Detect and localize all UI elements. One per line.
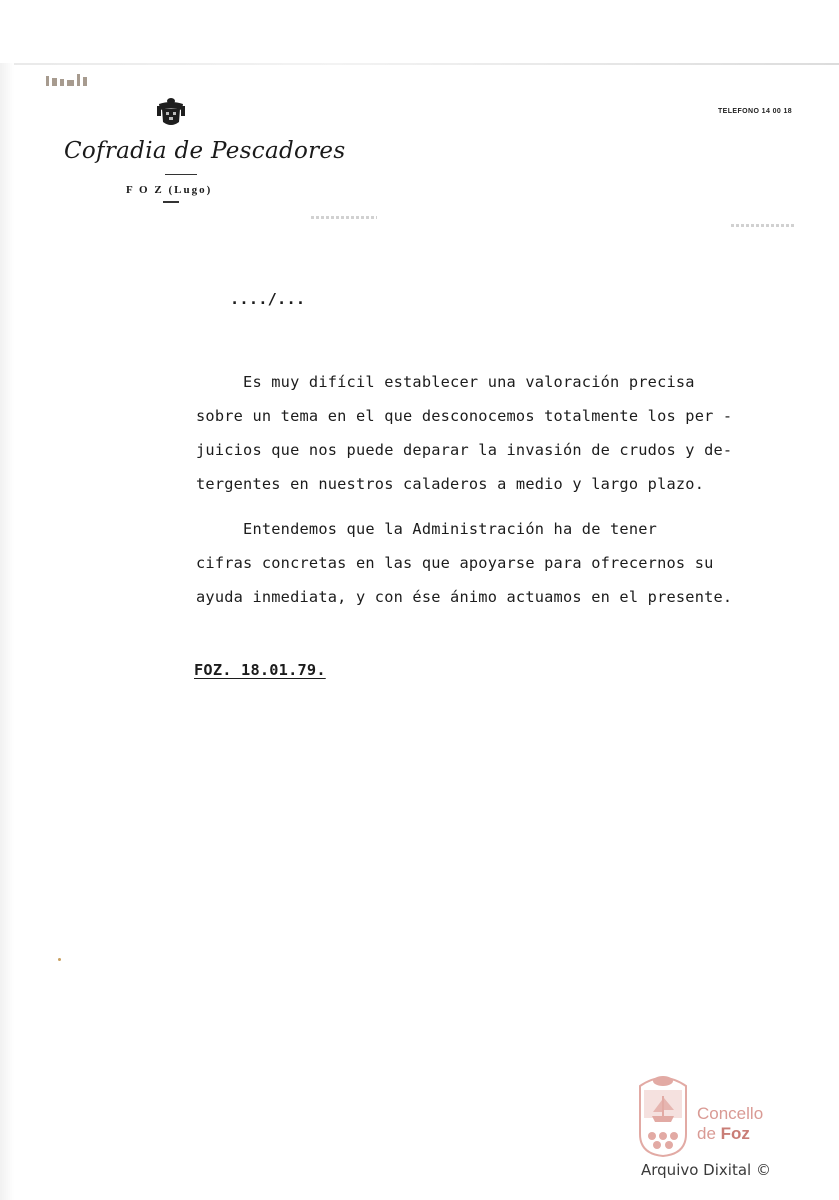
letterhead-rule-top	[165, 174, 197, 175]
letterhead-organization-name: Cofradia de Pescadores	[64, 138, 346, 164]
letterhead-place: F O Z (Lugo)	[126, 184, 213, 196]
faint-mark-1	[311, 216, 377, 219]
paragraph1-line1: Es muy difícil establecer una valoración precisa	[196, 373, 695, 391]
scan-edge-top	[0, 63, 839, 65]
wordmark-line1: Concello	[697, 1104, 764, 1123]
scan-edge-left	[0, 63, 14, 1200]
concello-de-foz-wordmark	[697, 1104, 763, 1144]
paragraph1-line3: juicios que nos puede deparar la invasión de crudos y de-	[196, 441, 733, 459]
concello-de-foz-logo	[636, 1072, 690, 1158]
paragraph1-line4: tergentes en nuestros caladeros a medio y largo plazo.	[196, 475, 705, 493]
wordmark-line2	[697, 1124, 763, 1144]
paper-speck	[58, 958, 61, 961]
paragraph2-line1: Entendemos que la Administración ha de tener	[196, 520, 658, 538]
telephone-number: TELEFONO 14 00 18	[718, 108, 793, 115]
archive-credit: Arquivo Dixital ©	[641, 1161, 771, 1179]
paragraph1-line2: sobre un tema en el que desconocemos totalmente los per -	[196, 407, 733, 425]
letterhead-rule-bottom	[163, 201, 179, 203]
continuation-mark: ..../...	[230, 290, 306, 308]
wordmark-foz: Foz	[720, 1124, 750, 1143]
paragraph2-line2: cifras concretas en las que apoyarse para ofrecernos su	[196, 554, 714, 572]
faint-mark-2	[731, 224, 795, 227]
paragraph2-line3: ayuda inmediata, y con ése ánimo actuamos en el presente.	[196, 588, 733, 606]
place-and-date: FOZ. 18.01.79.	[194, 661, 326, 679]
ink-stamp-mark	[44, 70, 90, 90]
coat-of-arms-emblem	[156, 96, 186, 130]
wordmark-de: de	[697, 1124, 721, 1143]
